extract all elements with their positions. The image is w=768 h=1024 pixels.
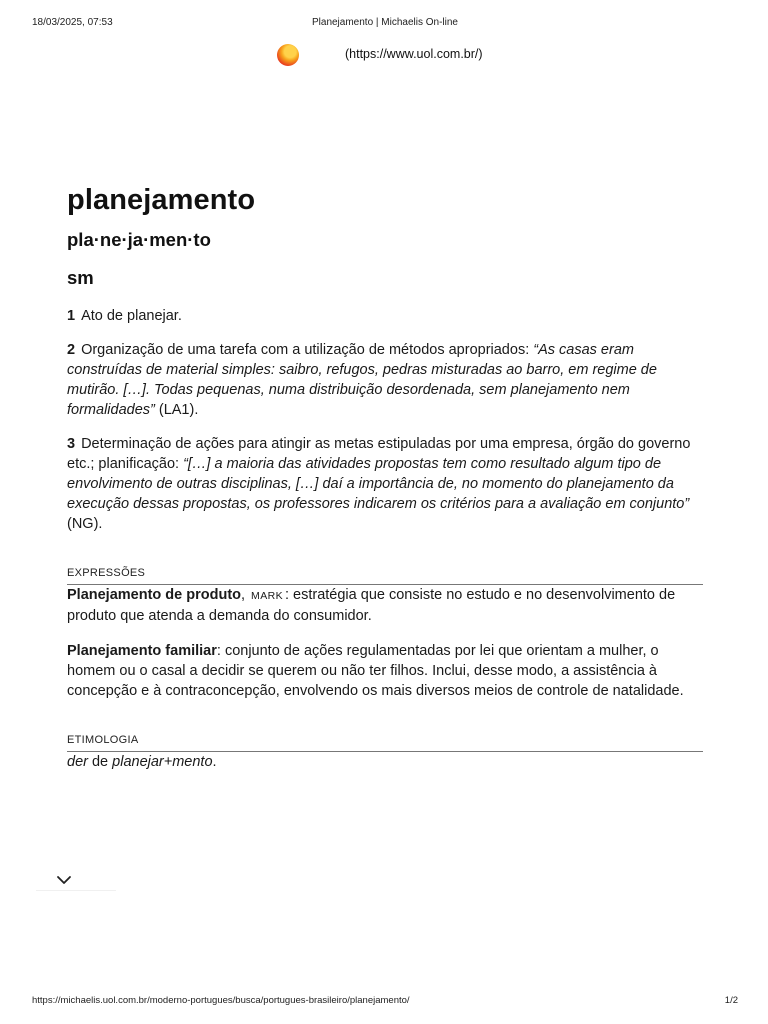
sense-source: (NG). <box>67 516 103 532</box>
grammatical-class: sm <box>67 267 94 288</box>
etymology-heading: ETIMOLOGIA <box>67 734 703 752</box>
sense-number: 3 <box>67 436 76 452</box>
sense-quote: “As casas eram construídas de material simples: saibro, refugos, pedras misturadas ao barro, em regime de mutirão. […]. Todas pequenas, numa distribuição desordenada, sem planejamento nem formalidades” <box>67 342 657 418</box>
sense-number: 2 <box>67 342 76 358</box>
brand-bar <box>0 44 768 68</box>
headword: planejamento <box>67 184 256 216</box>
etymology-text <box>67 752 703 772</box>
expression-definition: : estratégia que consiste no estudo e no desenvolvimento de produto que atenda a demanda do consumidor. <box>67 587 676 624</box>
syllable-division: pla·ne·ja·men·to <box>67 229 211 250</box>
print-url: https://michaelis.uol.com.br/moderno-portugues/busca/portugues-brasileiro/planejamento/ <box>32 995 410 1006</box>
expression-separator: , <box>241 587 246 603</box>
sense-1 <box>67 306 703 326</box>
expression-definition: : conjunto de ações regulamentadas por lei que orientam a mulher, o homem ou o casal a decidir se querem ou não ter filhos. Inclui, desse modo, a assistência à concepção e à contraconcepção, envolvendo os mais diversos meios de controle de natalidade. <box>67 643 684 699</box>
expression-item <box>67 641 703 701</box>
sense-3 <box>67 434 703 534</box>
sense-source: (LA1). <box>154 402 199 418</box>
expressions-heading: EXPRESSÕES <box>67 567 703 585</box>
sense-text: Determinação de ações para atingir as metas estipuladas por uma empresa, órgão do governo etc.; planificação: <box>67 436 691 472</box>
sense-2 <box>67 340 703 420</box>
expression-item <box>67 585 703 626</box>
sense-number: 1 <box>67 308 76 324</box>
uol-home-link[interactable]: (https://www.uol.com.br/) <box>345 47 483 61</box>
sense-text: Ato de planejar. <box>81 308 182 324</box>
etymology-base: planejar+mento <box>112 754 213 770</box>
expression-usage-tag: MARK <box>251 590 283 602</box>
divider <box>36 890 116 891</box>
print-datetime: 18/03/2025, 07:53 <box>32 17 113 28</box>
uol-logo-icon[interactable] <box>277 44 299 66</box>
etymology-connector: de <box>87 754 113 770</box>
page-number: 1/2 <box>724 995 738 1006</box>
expression-term: Planejamento de produto <box>67 587 242 603</box>
sense-quote: “[…] a maioria das atividades propostas tem como resultado algum tipo de envolvimento de outras disciplinas, […] daí a importância de, no momento do planejamento da execução dessas propostas, os professores indicarem os critérios para a avaliação em conjunto” <box>67 456 690 512</box>
etymology-end: . <box>212 754 217 770</box>
print-page-title: Planejamento | Michaelis On-line <box>311 17 458 28</box>
etymology-prefix: der <box>67 754 88 770</box>
expression-term: Planejamento familiar <box>67 643 217 659</box>
dictionary-entry <box>67 180 703 772</box>
sense-text: Organização de uma tarefa com a utilização de métodos apropriados: <box>81 342 534 358</box>
chevron-down-icon[interactable] <box>55 873 73 887</box>
